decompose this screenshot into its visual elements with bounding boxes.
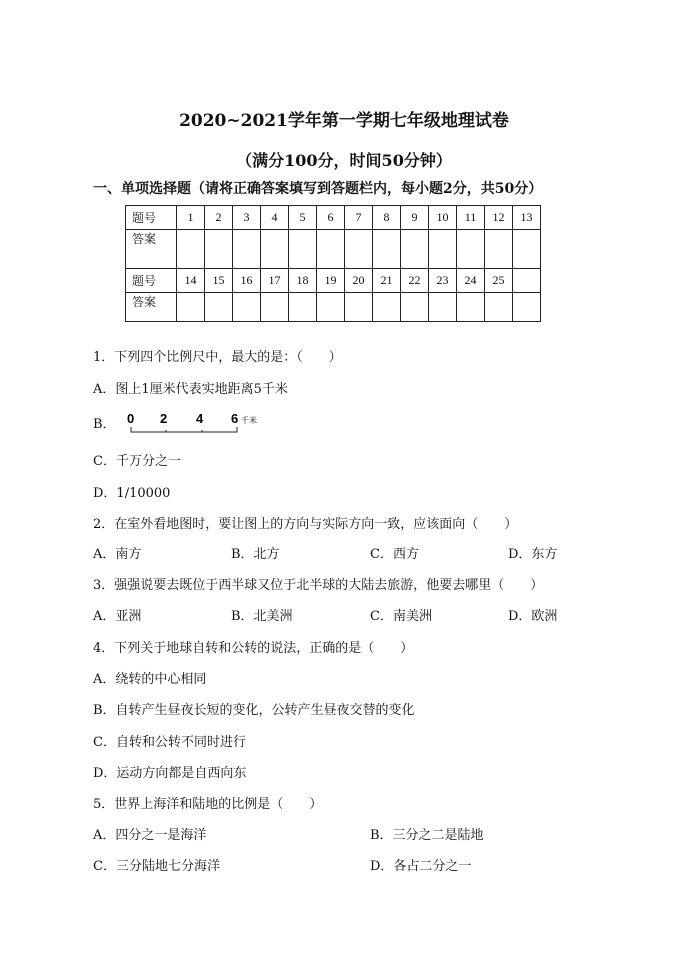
scale-unit-label: 千米 bbox=[241, 416, 257, 425]
scale-tick-label: 0 bbox=[127, 411, 135, 426]
question-1-option-d: D．1/10000 bbox=[93, 486, 171, 501]
answer-cell[interactable] bbox=[205, 293, 233, 322]
question-number-cell: 6 bbox=[317, 206, 345, 230]
question-number-cell: 20 bbox=[345, 269, 373, 293]
answer-cell[interactable] bbox=[289, 293, 317, 322]
question-number-cell: 2 bbox=[205, 206, 233, 230]
answer-cell[interactable] bbox=[317, 230, 345, 269]
question-number-cell: 12 bbox=[485, 206, 513, 230]
answer-cell[interactable] bbox=[177, 230, 205, 269]
question-number-cell: 19 bbox=[317, 269, 345, 293]
question-2-option-b: B．北方 bbox=[231, 547, 280, 562]
answer-cell[interactable] bbox=[401, 293, 429, 322]
answer-cell[interactable] bbox=[205, 230, 233, 269]
answer-cell[interactable] bbox=[513, 293, 541, 322]
question-4-option-a: A．绕转的中心相同 bbox=[93, 672, 207, 687]
answer-table-row bbox=[126, 293, 541, 322]
answer-cell[interactable] bbox=[289, 230, 317, 269]
question-2-option-d: D．东方 bbox=[508, 547, 558, 562]
question-1-option-b: B． bbox=[93, 417, 116, 432]
answer-cell[interactable] bbox=[177, 293, 205, 322]
question-1-option-c: C．千万分之一 bbox=[93, 454, 181, 469]
question-number-cell: 13 bbox=[513, 206, 541, 230]
question-number-cell: 3 bbox=[233, 206, 261, 230]
answer-cell[interactable] bbox=[345, 230, 373, 269]
answer-cell[interactable] bbox=[373, 230, 401, 269]
answer-cell[interactable] bbox=[401, 230, 429, 269]
question-number-cell: 23 bbox=[429, 269, 457, 293]
question-number-cell: 4 bbox=[261, 206, 289, 230]
question-5-option-d: D．各占二分之一 bbox=[370, 859, 472, 874]
answer-cell[interactable] bbox=[233, 230, 261, 269]
question-number-cell: 17 bbox=[261, 269, 289, 293]
scale-tick-label: 6 bbox=[231, 411, 239, 426]
question-number-cell: 5 bbox=[289, 206, 317, 230]
question-4-option-b: B．自转产生昼夜长短的变化，公转产生昼夜交替的变化 bbox=[93, 703, 415, 718]
question-number-cell: 24 bbox=[457, 269, 485, 293]
scale-bar bbox=[122, 406, 282, 436]
row-label: 题号 bbox=[126, 269, 177, 293]
question-number-cell: 15 bbox=[205, 269, 233, 293]
question-number-cell: 7 bbox=[345, 206, 373, 230]
answer-table-row bbox=[126, 230, 541, 269]
row-label: 答案 bbox=[126, 293, 177, 322]
answer-cell[interactable] bbox=[373, 293, 401, 322]
question-2-option-a: A．南方 bbox=[93, 547, 142, 562]
question-number-cell: 16 bbox=[233, 269, 261, 293]
question-number-cell: 21 bbox=[373, 269, 401, 293]
answer-table-row bbox=[126, 269, 541, 293]
question-3-option-b: B．北美洲 bbox=[231, 609, 293, 624]
question-number-cell: 18 bbox=[289, 269, 317, 293]
question-3-option-a: A．亚洲 bbox=[93, 609, 142, 624]
question-2-stem: 2．在室外看地图时，要让图上的方向与实际方向一致，应该面向（ ） bbox=[93, 517, 518, 532]
question-number-cell: 14 bbox=[177, 269, 205, 293]
answer-cell[interactable] bbox=[317, 293, 345, 322]
question-3-option-d: D．欧洲 bbox=[508, 609, 558, 624]
scale-line bbox=[131, 427, 237, 432]
question-number-cell: 8 bbox=[373, 206, 401, 230]
exam-title: 2020~2021学年第一学期七年级地理试卷 bbox=[179, 111, 509, 131]
question-4-stem: 4．下列关于地球自转和公转的说法，正确的是（ ） bbox=[93, 641, 414, 656]
answer-cell[interactable] bbox=[233, 293, 261, 322]
answer-cell[interactable] bbox=[457, 230, 485, 269]
question-5-stem: 5．世界上海洋和陆地的比例是（ ） bbox=[93, 797, 323, 812]
answer-cell[interactable] bbox=[429, 293, 457, 322]
row-label: 题号 bbox=[126, 206, 177, 230]
question-number-cell: 25 bbox=[485, 269, 513, 293]
answer-cell[interactable] bbox=[513, 230, 541, 269]
question-number-cell: 11 bbox=[457, 206, 485, 230]
answer-table bbox=[125, 205, 541, 322]
exam-subtitle: （满分100分，时间50分钟） bbox=[236, 151, 452, 170]
question-4-option-d: D．运动方向都是自西向东 bbox=[93, 766, 247, 781]
answer-cell[interactable] bbox=[485, 293, 513, 322]
question-number-cell bbox=[513, 269, 541, 293]
question-number-cell: 9 bbox=[401, 206, 429, 230]
question-5-option-b: B．三分之二是陆地 bbox=[370, 828, 484, 843]
answer-cell[interactable] bbox=[485, 230, 513, 269]
answer-cell[interactable] bbox=[261, 293, 289, 322]
question-number-cell: 10 bbox=[429, 206, 457, 230]
answer-cell[interactable] bbox=[457, 293, 485, 322]
scale-tick-label: 2 bbox=[160, 411, 168, 426]
answer-cell[interactable] bbox=[429, 230, 457, 269]
question-1-option-a: A．图上1厘米代表实地距离5千米 bbox=[93, 382, 288, 397]
row-label: 答案 bbox=[126, 230, 177, 269]
question-3-stem: 3．强强说要去既位于西半球又位于北半球的大陆去旅游，他要去哪里（ ） bbox=[93, 578, 544, 593]
question-1-stem: 1．下列四个比例尺中，最大的是：（ ） bbox=[93, 350, 342, 365]
question-5-option-a: A．四分之一是海洋 bbox=[93, 828, 207, 843]
question-4-option-c: C．自转和公转不同时进行 bbox=[93, 735, 246, 750]
section-heading: 一、单项选择题（请将正确答案填写到答题栏内，每小题2分，共50分） bbox=[93, 181, 543, 197]
question-2-option-c: C．西方 bbox=[370, 547, 419, 562]
question-5-option-c: C．三分陆地七分海洋 bbox=[93, 859, 220, 874]
answer-table-row bbox=[126, 206, 541, 230]
answer-cell[interactable] bbox=[345, 293, 373, 322]
question-3-option-c: C．南美洲 bbox=[370, 609, 432, 624]
question-number-cell: 22 bbox=[401, 269, 429, 293]
scale-tick-label: 4 bbox=[196, 411, 204, 426]
answer-cell[interactable] bbox=[261, 230, 289, 269]
question-number-cell: 1 bbox=[177, 206, 205, 230]
